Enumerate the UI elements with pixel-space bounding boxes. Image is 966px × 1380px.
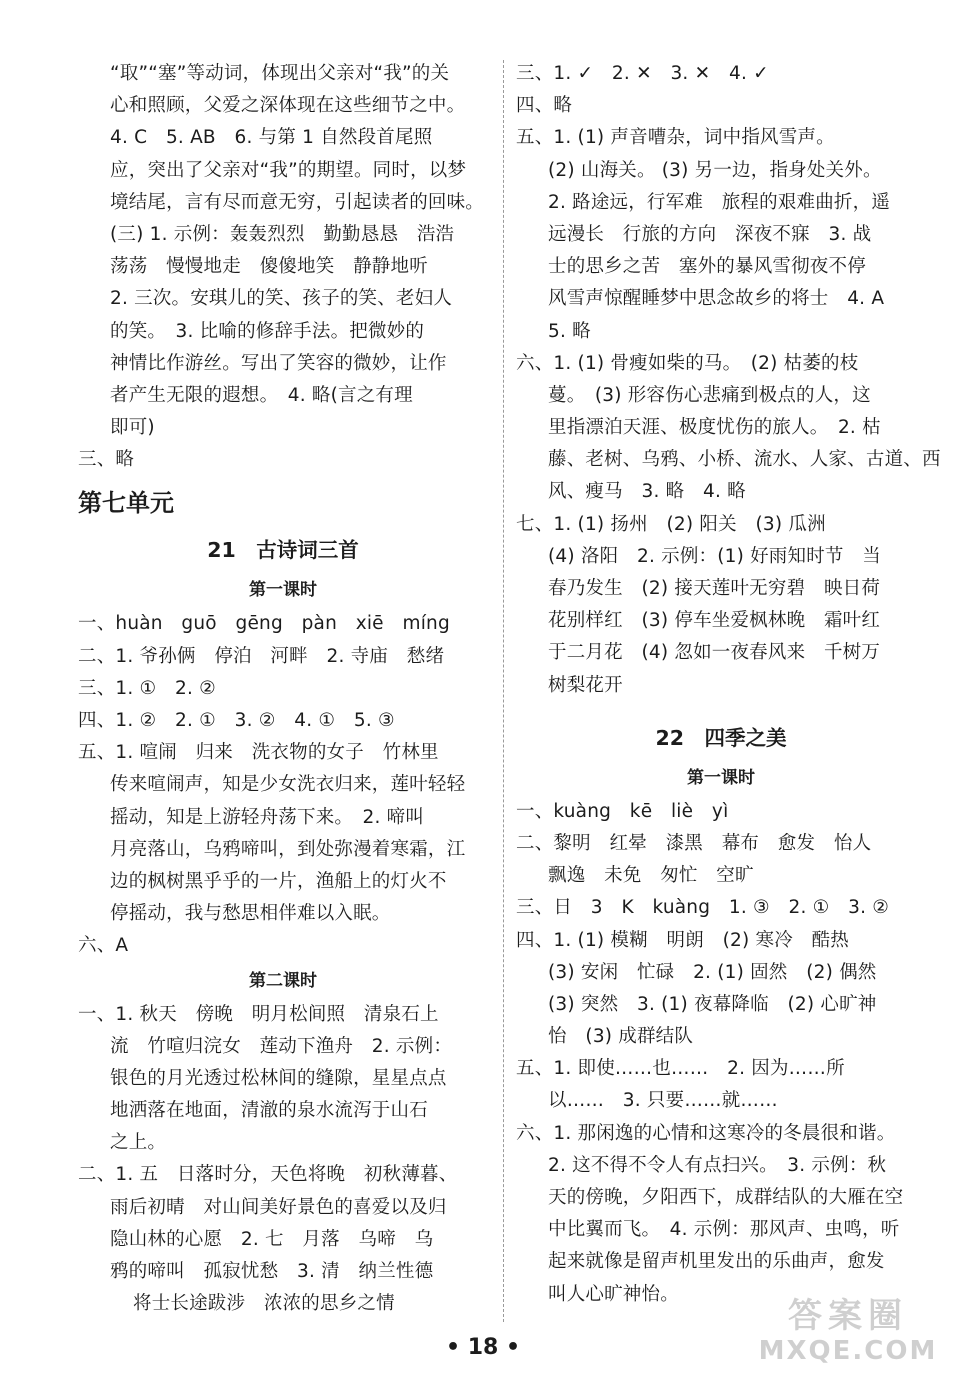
answer-line: 鸦的啼叫 孤寂忧愁 3. 清 纳兰性德	[110, 1261, 434, 1282]
answer-line: 荡荡 慢慢地走 傻傻地笑 静静地听	[110, 256, 428, 278]
left-column	[78, 58, 488, 1320]
watermark-logo	[748, 1296, 948, 1376]
lesson-subheading: 第二课时	[249, 970, 317, 991]
answer-line: 境结尾，言有尽而意无穷，引起读者的回味。	[110, 191, 485, 213]
watermark-url: MXQE.COM	[758, 1336, 938, 1366]
answer-line: 四、1. ② 2. ① 3. ② 4. ① 5. ③	[78, 710, 395, 731]
answer-line: 藤、老树、乌鸦、小桥、流水、人家、古道、西	[548, 449, 941, 471]
answer-line: 一、huàn guō gēng pàn xiē míng	[78, 613, 450, 635]
answer-line: 五、1. (1) 声音嘈杂，词中指风雪声。	[516, 127, 835, 149]
answer-line: 树梨花开	[548, 674, 623, 696]
answer-line: 中比翼而飞。 4. 示例：那风声、虫鸣，听	[548, 1219, 900, 1241]
answer-line: (3) 安闲 忙碌 2. (1) 固然 (2) 偶然	[548, 961, 877, 983]
answer-line: 起来就像是留声机里发出的乐曲声，愈发	[548, 1251, 885, 1273]
lesson-title: 22 四季之美	[655, 725, 787, 750]
answer-line: 银色的月光透过松林间的缝隙，星星点点	[110, 1067, 447, 1089]
answer-line: 应，突出了父亲对“我”的期望。同时，以梦	[110, 159, 467, 181]
lesson-subheading: 第一课时	[687, 767, 755, 788]
watermark-text: 答案圈	[788, 1296, 908, 1336]
answer-line: 月亮落山，乌鸦啼叫，到处弥漫着寒霜，江	[110, 838, 466, 860]
answer-line: 天的傍晚，夕阳西下，成群结队的大雁在空	[548, 1187, 904, 1208]
answer-line: 二、1. 爷孙俩 停泊 河畔 2. 寺庙 愁绪	[78, 645, 445, 667]
answer-line: 叫人心旷神怡。	[548, 1283, 679, 1305]
answer-line: 摇动，知是上游轻舟荡下来。 2. 啼叫	[110, 806, 425, 828]
answer-line: 心和照顾，父爱之深体现在这些细节之中。	[110, 95, 466, 117]
answer-line: 六、1. (1) 骨瘦如柴的马。 (2) 枯萎的枝	[516, 352, 859, 374]
answer-line: 五、1. 喧闹 归来 洗衣物的女子 竹林里	[78, 742, 439, 764]
answer-line: 五、1. 即使……也…… 2. 因为……所	[516, 1058, 845, 1080]
answer-line: 传来喧闹声，知是少女洗衣归来，莲叶轻轻	[110, 774, 466, 796]
answer-line: 春乃发生 (2) 接天莲叶无穷碧 映日荷	[548, 578, 881, 599]
answer-line: 的笑。 3. 比喻的修辞手法。把微妙的	[110, 320, 425, 342]
answer-line: 雨后初晴 对山间美好景色的喜爱以及归	[110, 1196, 447, 1218]
answer-line: 5. 略	[548, 320, 591, 342]
answer-line: 六、A	[78, 935, 129, 957]
answer-line: (2) 山海关。 (3) 另一边，指身处关外。	[548, 159, 882, 181]
answer-line: (3) 突然 3. (1) 夜幕降临 (2) 心旷神	[548, 993, 877, 1015]
answer-line: 4. C 5. AB 6. 与第 1 自然段首尾照	[110, 127, 433, 149]
answer-line: 怡 (3) 成群结队	[548, 1026, 694, 1048]
answer-line: 2. 路途远，行军难 旅程的艰难曲折，遥	[548, 191, 891, 213]
answer-line: 二、1. 五 日落时分，天色将晚 初秋薄暮、	[78, 1164, 458, 1186]
answer-line: 2. 三次。安琪儿的笑、孩子的笑、老妇人	[110, 288, 453, 310]
answer-line: 三、略	[78, 449, 135, 471]
answer-line: 神情比作游丝。写出了笑容的微妙，让作	[110, 352, 447, 374]
answer-line: 远漫长 行旅的方向 深夜不寐 3. 战	[548, 223, 872, 245]
answer-line: 隐山林的心愿 2. 七 月落 乌啼 乌	[110, 1228, 434, 1250]
page-number: • 18 •	[445, 1335, 521, 1360]
answer-line: 四、1. (1) 模糊 明朗 (2) 寒冷 酷热	[516, 929, 850, 951]
answer-line: (4) 洛阳 2. 示例：(1) 好雨知时节 当	[548, 545, 882, 567]
answer-line: 一、kuàng kē liè yì	[516, 800, 729, 822]
answer-line: “取”“塞”等动词，体现出父亲对“我”的关	[110, 63, 450, 84]
answer-line: 一、1. 秋天 傍晚 明月松间照 清泉石上	[78, 1003, 439, 1025]
answer-line: 2. 这不得不令人有点扫兴。 3. 示例：秋	[548, 1154, 887, 1176]
unit-heading: 第七单元	[78, 489, 174, 518]
answer-line: 将士长途跋涉 浓浓的思乡之情	[133, 1293, 395, 1315]
answer-line: 飘逸 未免 匆忙 空旷	[548, 865, 754, 887]
column-divider	[503, 60, 504, 1322]
right-column	[516, 58, 941, 1311]
answer-line: 三、1. ✓ 2. ✕ 3. ✕ 4. ✓	[516, 63, 769, 84]
answer-line: 风雪声惊醒睡梦中思念故乡的将士 4. A	[548, 288, 885, 310]
answer-line: 士的思乡之苦 塞外的暴风雪彻夜不停	[548, 256, 866, 278]
answer-line: 即可)	[110, 417, 155, 439]
answer-line: 花别样红 (3) 停车坐爱枫林晚 霜叶红	[548, 610, 881, 632]
answer-line: 三、日 3 K kuàng 1. ③ 2. ① 3. ②	[516, 897, 890, 919]
answer-line: 之上。	[110, 1132, 167, 1154]
answer-line: 四、略	[516, 95, 573, 117]
answer-line: 者产生无限的遐想。 4. 略(言之有理	[110, 384, 413, 406]
answer-line: 以…… 3. 只要……就……	[548, 1090, 778, 1112]
answer-line: 于二月花 (4) 忽如一夜春风来 千树万	[548, 642, 881, 664]
answer-line: 六、1. 那闲逸的心情和这寒冷的冬晨很和谐。	[516, 1122, 896, 1144]
answer-line: 蔓。 (3) 形容伤心悲痛到极点的人，这	[548, 384, 871, 406]
answer-line: 边的枫树黑乎乎的一片，渔船上的灯火不	[110, 870, 447, 892]
answer-line: 三、1. ① 2. ②	[78, 677, 216, 699]
answer-line: 二、黎明 红晕 漆黑 幕布 愈发 怡人	[516, 832, 872, 854]
lesson-title: 21 古诗词三首	[207, 538, 359, 563]
answer-line: 里指漂泊天涯、极度忧伤的旅人。 2. 枯	[548, 417, 881, 439]
answer-line: 停摇动，我与愁思相伴难以入眠。	[110, 903, 391, 925]
answer-line: 地洒落在地面，清澈的泉水流泻于山石	[110, 1100, 428, 1122]
lesson-subheading: 第一课时	[249, 580, 317, 601]
answer-line: (三) 1. 示例：轰轰烈烈 勤勤恳恳 浩浩	[110, 223, 455, 245]
answer-line: 流 竹喧归浣女 莲动下渔舟 2. 示例：	[110, 1035, 453, 1057]
answer-line: 风、瘦马 3. 略 4. 略	[548, 481, 746, 503]
answer-line: 七、1. (1) 扬州 (2) 阳关 (3) 瓜洲	[516, 513, 826, 535]
